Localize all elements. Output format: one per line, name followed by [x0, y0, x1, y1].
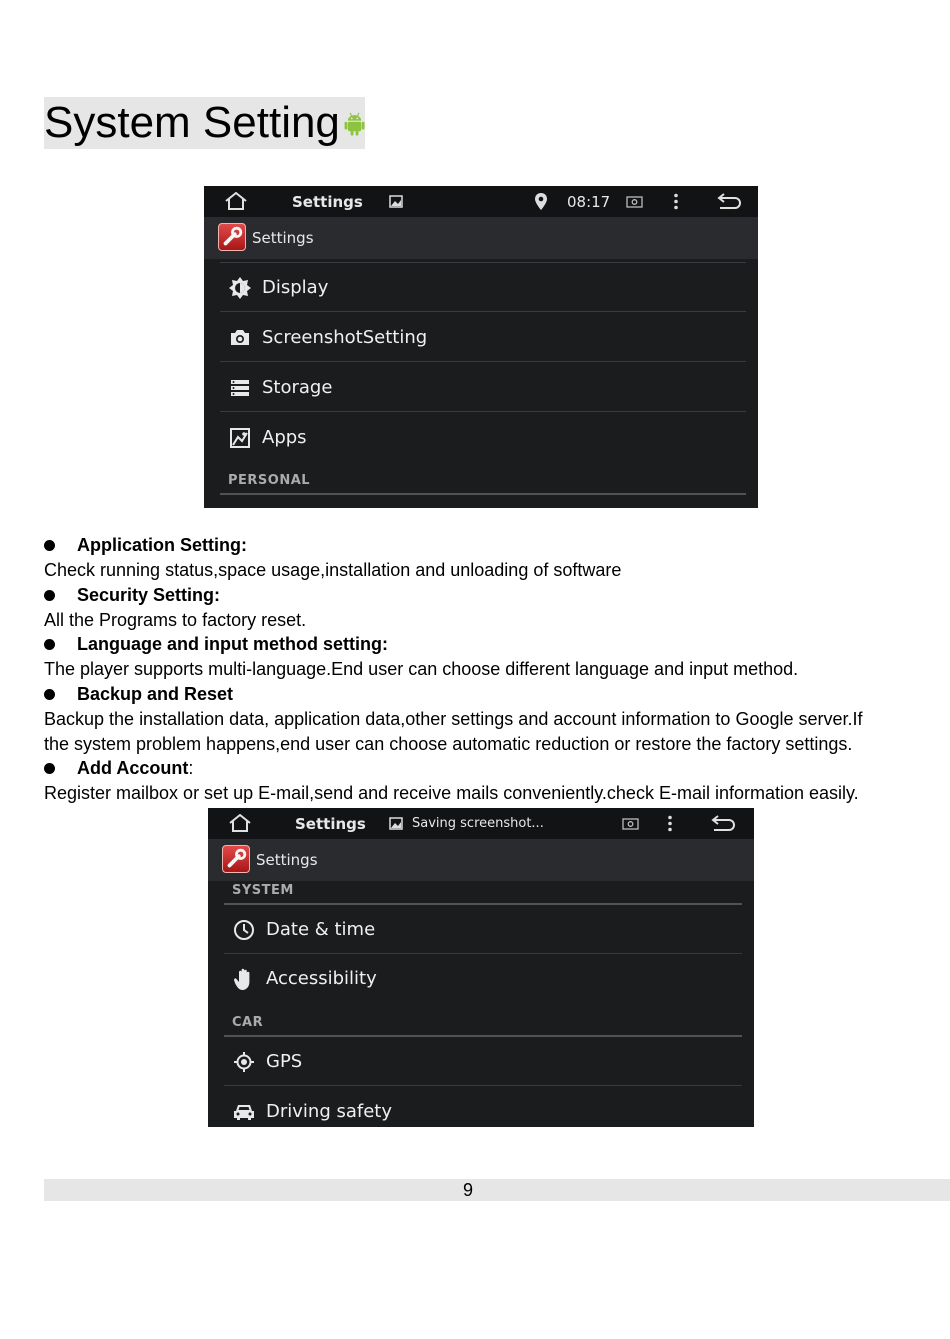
- settings-item-label: ScreenshotSetting: [262, 327, 428, 348]
- status-message: Saving screenshot...: [412, 816, 544, 831]
- page-title-text: System Setting: [44, 98, 340, 147]
- body-text: All the Programs to factory reset.: [44, 610, 307, 630]
- page-number: 9: [463, 1180, 474, 1200]
- settings-item-gps[interactable]: [224, 1037, 742, 1086]
- settings-item-driving-safety[interactable]: [224, 1087, 742, 1127]
- body-text: Backup the installation data, application data,other settings and account information to Google server.If: [44, 709, 863, 729]
- status-time: 08:17: [567, 193, 611, 211]
- bullet-icon: [44, 689, 55, 700]
- settings-app-icon: [218, 223, 246, 251]
- settings-item-label: Accessibility: [266, 968, 377, 989]
- car-icon: [232, 1100, 256, 1124]
- action-bar-title: Settings: [252, 229, 314, 247]
- action-bar-title: Settings: [256, 851, 318, 869]
- body-text: Register mailbox or set up E-mail,send and receive mails conveniently.check E-mail information easily.: [44, 783, 859, 803]
- settings-item-label: GPS: [266, 1051, 303, 1072]
- settings-item-label: Display: [262, 277, 329, 298]
- settings-screenshot-top: [204, 186, 758, 508]
- hand-icon: [232, 967, 256, 991]
- image-icon: [389, 817, 403, 830]
- section-divider: [220, 493, 746, 495]
- bullet-label: Backup and Reset: [77, 684, 234, 704]
- screenshot-icon: [626, 195, 643, 208]
- body-text: Check running status,space usage,installation and unloading of software: [44, 560, 622, 580]
- settings-item-screenshot[interactable]: [220, 313, 746, 362]
- overflow-menu-icon[interactable]: [667, 815, 673, 832]
- back-icon[interactable]: [710, 815, 736, 832]
- screenshot-icon: [622, 817, 639, 830]
- back-icon[interactable]: [716, 193, 742, 210]
- storage-icon: [228, 376, 252, 400]
- settings-screenshot-bottom: [208, 808, 754, 1127]
- bullet-icon: [44, 540, 55, 551]
- section-header-car: CAR: [232, 1015, 264, 1030]
- image-icon: [389, 195, 403, 208]
- section-header-system: SYSTEM: [232, 883, 294, 898]
- settings-item-label: Apps: [262, 427, 307, 448]
- action-bar: [208, 839, 754, 881]
- body-text: The player supports multi-language.End user can choose different language and input method.: [44, 659, 799, 679]
- status-bar: [204, 186, 758, 217]
- bullet-label: Language and input method setting:: [77, 634, 388, 654]
- bullet-label: Security Setting:: [77, 585, 221, 605]
- settings-app-icon: [222, 845, 250, 873]
- bullet-label: Add Account: [77, 758, 189, 778]
- footer-bar: [44, 1179, 950, 1201]
- body-text: the system problem happens,end user can choose automatic reduction or restore the factory settings.: [44, 734, 853, 754]
- settings-item-label: Storage: [262, 377, 333, 398]
- bullet-icon: [44, 590, 55, 601]
- android-logo-icon: [344, 102, 365, 146]
- status-bar: [208, 808, 754, 839]
- camera-icon: [228, 326, 252, 350]
- apps-icon: [228, 426, 252, 450]
- action-bar: [204, 217, 758, 259]
- settings-item-label: Date & time: [266, 919, 376, 940]
- settings-item-apps[interactable]: [220, 413, 746, 462]
- location-pin-icon: [534, 192, 548, 211]
- settings-item-display[interactable]: [220, 263, 746, 312]
- clock-icon: [232, 918, 256, 942]
- settings-item-date-time[interactable]: [224, 905, 742, 954]
- overflow-menu-icon[interactable]: [673, 193, 679, 210]
- bullet-icon: [44, 763, 55, 774]
- settings-item-accessibility[interactable]: [224, 954, 742, 1003]
- settings-item-label: Driving safety: [266, 1101, 392, 1122]
- bullet-icon: [44, 639, 55, 650]
- bullet-label: Application Setting:: [77, 535, 247, 555]
- status-title: Settings: [295, 815, 366, 833]
- home-icon[interactable]: [224, 192, 248, 210]
- section-header-personal: PERSONAL: [228, 473, 311, 488]
- gps-icon: [232, 1050, 256, 1074]
- brightness-icon: [228, 276, 252, 300]
- settings-item-storage[interactable]: [220, 363, 746, 412]
- home-icon[interactable]: [228, 814, 252, 832]
- page-title: [44, 97, 365, 149]
- status-title: Settings: [292, 193, 363, 211]
